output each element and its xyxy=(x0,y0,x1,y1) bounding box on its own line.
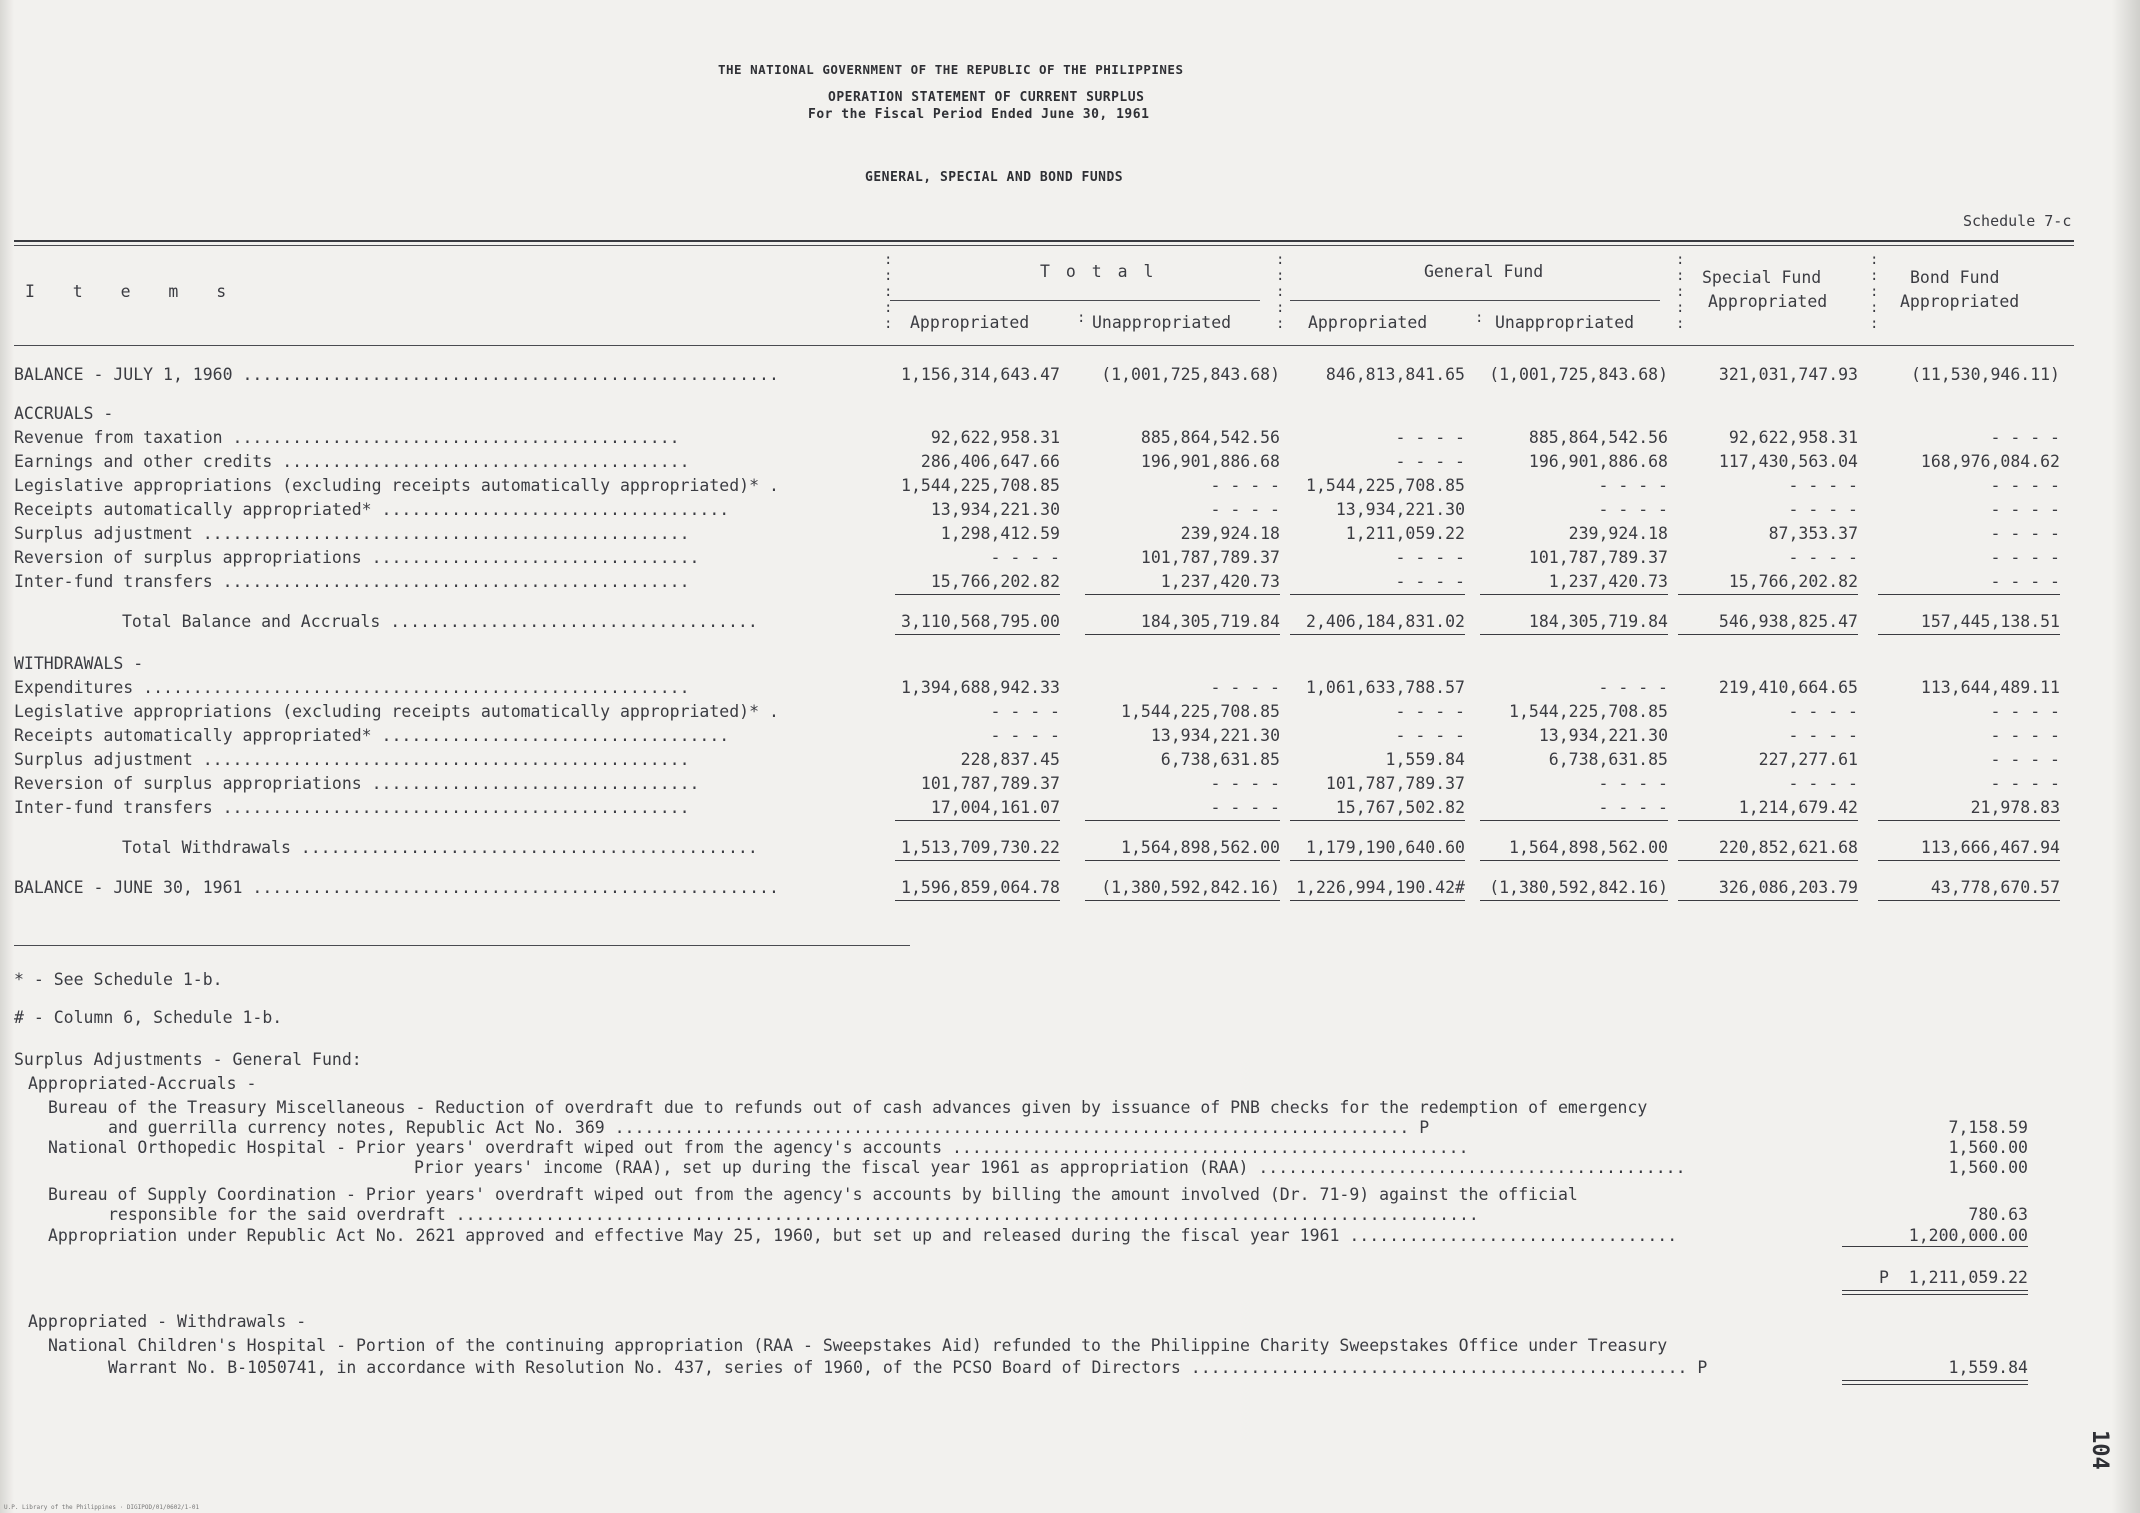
accrual-line-3: Prior years' income (RAA), set up during the fiscal year 1961 as appropriation (RAA) ........................................... xyxy=(414,1158,1686,1177)
column-underline xyxy=(1085,820,1280,821)
row-label: Surplus adjustment ................................................. xyxy=(14,524,690,543)
note-hash: # - Column 6, Schedule 1-b. xyxy=(14,1008,283,1027)
accrual-total-underline-1 xyxy=(1842,1290,2028,1291)
row-value: (11,530,946.11) xyxy=(1910,365,2060,384)
column-underline xyxy=(1290,820,1465,821)
column-underline xyxy=(1480,900,1668,901)
row-value: 227,277.61 xyxy=(1758,750,1858,769)
row-label: BALANCE - JUNE 30, 1961 ..................................................... xyxy=(14,878,779,897)
row-value: 219,410,664.65 xyxy=(1718,678,1858,697)
column-underline xyxy=(1878,900,2060,901)
general-fund-heading: General Fund xyxy=(1424,262,1544,281)
accrual-value-1: 7,158.59 xyxy=(1948,1118,2028,1137)
accrual-line-4b: responsible for the said overdraft ....................................................................................................... xyxy=(108,1205,1479,1224)
row-value: - - - - xyxy=(1788,548,1858,567)
row-value: 1,211,059.22 xyxy=(1345,524,1465,543)
top-rule-2 xyxy=(14,245,2074,246)
column-underline xyxy=(1878,634,2060,635)
statement-title: OPERATION STATEMENT OF CURRENT SURPLUS xyxy=(828,90,1145,105)
row-value: 87,353.37 xyxy=(1768,524,1858,543)
row-value: 885,864,542.56 xyxy=(1528,428,1668,447)
row-value: - - - - xyxy=(1598,678,1668,697)
row-label: Earnings and other credits ......................................... xyxy=(14,452,690,471)
row-value: 101,787,789.37 xyxy=(1325,774,1465,793)
row-value: - - - - xyxy=(1395,428,1465,447)
accruals-title: Appropriated-Accruals - xyxy=(28,1074,257,1093)
row-value: 1,544,225,708.85 xyxy=(1121,702,1280,721)
row-value: - - - - xyxy=(1788,500,1858,519)
row-value: - - - - xyxy=(1990,428,2060,447)
row-value: 15,766,202.82 xyxy=(930,572,1060,591)
row-value: 1,298,412.59 xyxy=(940,524,1060,543)
column-underline xyxy=(895,594,1060,595)
special-appropriated-heading: Appropriated xyxy=(1708,292,1828,311)
row-value: - - - - xyxy=(1990,750,2060,769)
accrual-line-2: National Orthopedic Hospital - Prior years' overdraft wiped out from the agency's accounts .................................................... xyxy=(48,1138,1469,1157)
row-value: 321,031,747.93 xyxy=(1718,365,1858,384)
column-underline xyxy=(1678,860,1858,861)
row-value: - - - - xyxy=(1210,476,1280,495)
column-underline xyxy=(1678,900,1858,901)
row-value: 1,544,225,708.85 xyxy=(1509,702,1668,721)
row-value: 2,406,184,831.02 xyxy=(1306,612,1465,631)
column-underline xyxy=(895,900,1060,901)
row-value: 1,564,898,562.00 xyxy=(1121,838,1280,857)
row-value: 13,934,221.30 xyxy=(1538,726,1668,745)
row-value: 196,901,886.68 xyxy=(1140,452,1280,471)
row-value: - - - - xyxy=(1788,774,1858,793)
row-value: - - - - xyxy=(1990,702,2060,721)
row-value: (1,380,592,842.16) xyxy=(1489,878,1668,897)
header-bottom-rule xyxy=(14,345,2074,346)
page-number: 104 xyxy=(2087,1430,2112,1470)
row-label: WITHDRAWALS - xyxy=(14,654,144,673)
row-value: 15,766,202.82 xyxy=(1728,572,1858,591)
row-label: Total Balance and Accruals ..................................... xyxy=(122,612,758,631)
row-label: Receipts automatically appropriated* ................................... xyxy=(14,500,730,519)
row-value: (1,001,725,843.68) xyxy=(1489,365,1668,384)
withdrawal-line-1: National Children's Hospital - Portion of the continuing appropriation (RAA - Sweepstakes Aid) refunded to the Philippine Charity Sweepstakes Office under Treasury xyxy=(48,1336,1668,1355)
row-value: 92,622,958.31 xyxy=(1728,428,1858,447)
row-value: 113,666,467.94 xyxy=(1920,838,2060,857)
column-underline xyxy=(1878,820,2060,821)
surplus-adjustments-title: Surplus Adjustments - General Fund: xyxy=(14,1050,362,1069)
row-value: - - - - xyxy=(1395,452,1465,471)
row-value: - - - - xyxy=(1395,726,1465,745)
govt-title: THE NATIONAL GOVERNMENT OF THE REPUBLIC OF THE PHILIPPINES xyxy=(718,62,1184,77)
row-label: BALANCE - JULY 1, 1960 ...................................................... xyxy=(14,365,779,384)
group-subrule-1 xyxy=(890,300,1260,301)
row-value: 1,156,314,643.47 xyxy=(901,365,1060,384)
row-value: - - - - xyxy=(1598,798,1668,817)
accrual-line-5: Appropriation under Republic Act No. 2621 approved and effective May 25, 1960, but set up and released during the fiscal year 1961 ................................. xyxy=(48,1226,1678,1245)
column-underline xyxy=(1878,860,2060,861)
accrual-value-2: 1,560.00 xyxy=(1948,1138,2028,1157)
row-value: 15,767,502.82 xyxy=(1335,798,1465,817)
column-underline xyxy=(1678,594,1858,595)
row-value: 21,978.83 xyxy=(1970,798,2060,817)
row-label: Revenue from taxation ............................................. xyxy=(14,428,680,447)
row-label: Inter-fund transfers ............................................... xyxy=(14,798,690,817)
row-value: (1,001,725,843.68) xyxy=(1101,365,1280,384)
accrual-line-4: Bureau of Supply Coordination - Prior years' overdraft wiped out from the agency's accounts by billing the amount involved (Dr. 71-9) against the official xyxy=(48,1185,1578,1204)
row-value: - - - - xyxy=(990,726,1060,745)
row-label: Reversion of surplus appropriations ................................. xyxy=(14,774,700,793)
row-label: Legislative appropriations (excluding receipts automatically appropriated)* . xyxy=(14,702,779,721)
row-value: 1,394,688,942.33 xyxy=(901,678,1060,697)
row-value: 13,934,221.30 xyxy=(930,500,1060,519)
funds-title: GENERAL, SPECIAL AND BOND FUNDS xyxy=(865,170,1124,185)
row-value: 101,787,789.37 xyxy=(920,774,1060,793)
row-value: - - - - xyxy=(1395,572,1465,591)
withdrawal-underline-2 xyxy=(1842,1384,2028,1385)
row-value: 3,110,568,795.00 xyxy=(901,612,1060,631)
column-underline xyxy=(895,820,1060,821)
row-value: 168,976,084.62 xyxy=(1920,452,2060,471)
row-label: Surplus adjustment ................................................. xyxy=(14,750,690,769)
row-value: 1,544,225,708.85 xyxy=(901,476,1060,495)
row-value: - - - - xyxy=(1990,500,2060,519)
row-value: 196,901,886.68 xyxy=(1528,452,1668,471)
row-value: 546,938,825.47 xyxy=(1718,612,1858,631)
row-value: 184,305,719.84 xyxy=(1528,612,1668,631)
column-underline xyxy=(1085,900,1280,901)
column-underline xyxy=(1480,594,1668,595)
row-value: 6,738,631.85 xyxy=(1160,750,1280,769)
total-appropriated-heading: Appropriated xyxy=(910,313,1030,332)
row-value: - - - - xyxy=(1788,476,1858,495)
withdrawal-underline-1 xyxy=(1842,1380,2028,1381)
items-heading: I t e m s xyxy=(25,282,233,301)
row-value: 1,061,633,788.57 xyxy=(1306,678,1465,697)
row-value: 1,214,679.42 xyxy=(1738,798,1858,817)
row-value: 885,864,542.56 xyxy=(1140,428,1280,447)
general-appropriated-heading: Appropriated xyxy=(1308,313,1428,332)
group-subrule-2 xyxy=(1290,300,1660,301)
accrual-value-4: 780.63 xyxy=(1968,1205,2028,1224)
notes-rule xyxy=(14,945,910,946)
row-value: - - - - xyxy=(1210,798,1280,817)
row-value: 184,305,719.84 xyxy=(1140,612,1280,631)
row-value: 1,513,709,730.22 xyxy=(901,838,1060,857)
row-value: (1,380,592,842.16) xyxy=(1101,878,1280,897)
total-unappropriated-heading: Unappropriated xyxy=(1092,313,1232,332)
period-title: For the Fiscal Period Ended June 30, 1961 xyxy=(808,107,1150,122)
accrual-value-5: 1,200,000.00 xyxy=(1908,1226,2028,1245)
general-unappropriated-heading: Unappropriated xyxy=(1495,313,1635,332)
column-underline xyxy=(1290,900,1465,901)
column-underline xyxy=(1678,820,1858,821)
top-rule xyxy=(14,240,2074,242)
row-value: 6,738,631.85 xyxy=(1548,750,1668,769)
column-underline xyxy=(1085,634,1280,635)
row-value: 13,934,221.30 xyxy=(1150,726,1280,745)
total-heading: T o t a l xyxy=(1040,262,1157,281)
row-value: 92,622,958.31 xyxy=(930,428,1060,447)
row-value: 157,445,138.51 xyxy=(1920,612,2060,631)
row-label: ACCRUALS - xyxy=(14,404,114,423)
note-star: * - See Schedule 1-b. xyxy=(14,970,223,989)
row-label: Total Withdrawals .............................................. xyxy=(122,838,758,857)
accrual-value-3: 1,560.00 xyxy=(1948,1158,2028,1177)
row-value: 17,004,161.07 xyxy=(930,798,1060,817)
row-value: 228,837.45 xyxy=(960,750,1060,769)
row-value: 101,787,789.37 xyxy=(1140,548,1280,567)
row-value: 326,086,203.79 xyxy=(1718,878,1858,897)
withdrawal-value-1: 1,559.84 xyxy=(1948,1358,2028,1377)
row-value: - - - - xyxy=(1598,774,1668,793)
row-value: - - - - xyxy=(1990,774,2060,793)
row-value: 239,924.18 xyxy=(1568,524,1668,543)
row-label: Inter-fund transfers ............................................... xyxy=(14,572,690,591)
row-value: 1,179,190,640.60 xyxy=(1306,838,1465,857)
row-value: 101,787,789.37 xyxy=(1528,548,1668,567)
column-underline xyxy=(1290,594,1465,595)
accrual-line-1b: and guerrilla currency notes, Republic Act No. 369 ................................................................................ P xyxy=(108,1118,1430,1137)
accrual-underline xyxy=(1842,1246,2028,1247)
row-value: 1,226,994,190.42# xyxy=(1296,878,1465,897)
row-value: - - - - xyxy=(1990,726,2060,745)
row-value: 286,406,647.66 xyxy=(920,452,1060,471)
column-underline xyxy=(1480,860,1668,861)
column-underline xyxy=(1480,820,1668,821)
row-value: - - - - xyxy=(1990,572,2060,591)
row-value: - - - - xyxy=(1210,500,1280,519)
row-value: 43,778,670.57 xyxy=(1930,878,2060,897)
row-label: Expenditures ....................................................... xyxy=(14,678,690,697)
row-value: - - - - xyxy=(1395,548,1465,567)
bond-fund-heading: Bond Fund xyxy=(1910,268,2000,287)
accrual-total-underline-2 xyxy=(1842,1294,2028,1295)
row-value: 846,813,841.65 xyxy=(1325,365,1465,384)
row-value: - - - - xyxy=(1990,524,2060,543)
row-value: 113,644,489.11 xyxy=(1920,678,2060,697)
column-underline xyxy=(1678,634,1858,635)
column-underline xyxy=(1290,860,1465,861)
row-value: - - - - xyxy=(990,702,1060,721)
digitization-stamp: U.P. Library of the Philippines · DIGIPOD/01/0602/1-01 xyxy=(4,1504,200,1511)
page-shadow-right xyxy=(2112,0,2140,1513)
accrual-total: P 1,211,059.22 xyxy=(1878,1268,2028,1287)
withdrawal-line-1b: Warrant No. B-1050741, in accordance with Resolution No. 437, series of 1960, of the PCSO Board of Directors .................................................. P xyxy=(108,1358,1708,1377)
row-value: 1,596,859,064.78 xyxy=(901,878,1060,897)
row-label: Reversion of surplus appropriations ................................. xyxy=(14,548,700,567)
row-value: 239,924.18 xyxy=(1180,524,1280,543)
row-value: 13,934,221.30 xyxy=(1335,500,1465,519)
row-value: - - - - xyxy=(1598,500,1668,519)
row-value: - - - - xyxy=(1990,476,2060,495)
column-underline xyxy=(1085,594,1280,595)
bond-appropriated-heading: Appropriated xyxy=(1900,292,2020,311)
row-value: 1,237,420.73 xyxy=(1160,572,1280,591)
row-value: - - - - xyxy=(1210,678,1280,697)
row-value: 220,852,621.68 xyxy=(1718,838,1858,857)
page-shadow-left xyxy=(0,0,14,1513)
schedule-label: Schedule 7-c xyxy=(1963,212,2072,230)
row-value: 117,430,563.04 xyxy=(1718,452,1858,471)
row-value: - - - - xyxy=(1788,726,1858,745)
row-value: - - - - xyxy=(1210,774,1280,793)
row-value: - - - - xyxy=(1990,548,2060,567)
accrual-line-1: Bureau of the Treasury Miscellaneous - Reduction of overdraft due to refunds out of cash advances given by issuance of PNB checks for the redemption of emergency xyxy=(48,1098,1648,1117)
row-value: 1,237,420.73 xyxy=(1548,572,1668,591)
row-value: - - - - xyxy=(1395,702,1465,721)
column-underline xyxy=(1085,860,1280,861)
row-value: 1,544,225,708.85 xyxy=(1306,476,1465,495)
column-underline xyxy=(895,634,1060,635)
withdrawals-title: Appropriated - Withdrawals - xyxy=(28,1312,307,1331)
special-fund-heading: Special Fund xyxy=(1702,268,1822,287)
row-value: 1,559.84 xyxy=(1385,750,1465,769)
row-value: - - - - xyxy=(1598,476,1668,495)
row-value: - - - - xyxy=(1788,702,1858,721)
column-underline xyxy=(895,860,1060,861)
row-value: 1,564,898,562.00 xyxy=(1509,838,1668,857)
row-value: - - - - xyxy=(990,548,1060,567)
row-label: Receipts automatically appropriated* ................................... xyxy=(14,726,730,745)
column-underline xyxy=(1878,594,2060,595)
row-label: Legislative appropriations (excluding receipts automatically appropriated)* . xyxy=(14,476,779,495)
column-underline xyxy=(1290,634,1465,635)
column-underline xyxy=(1480,634,1668,635)
